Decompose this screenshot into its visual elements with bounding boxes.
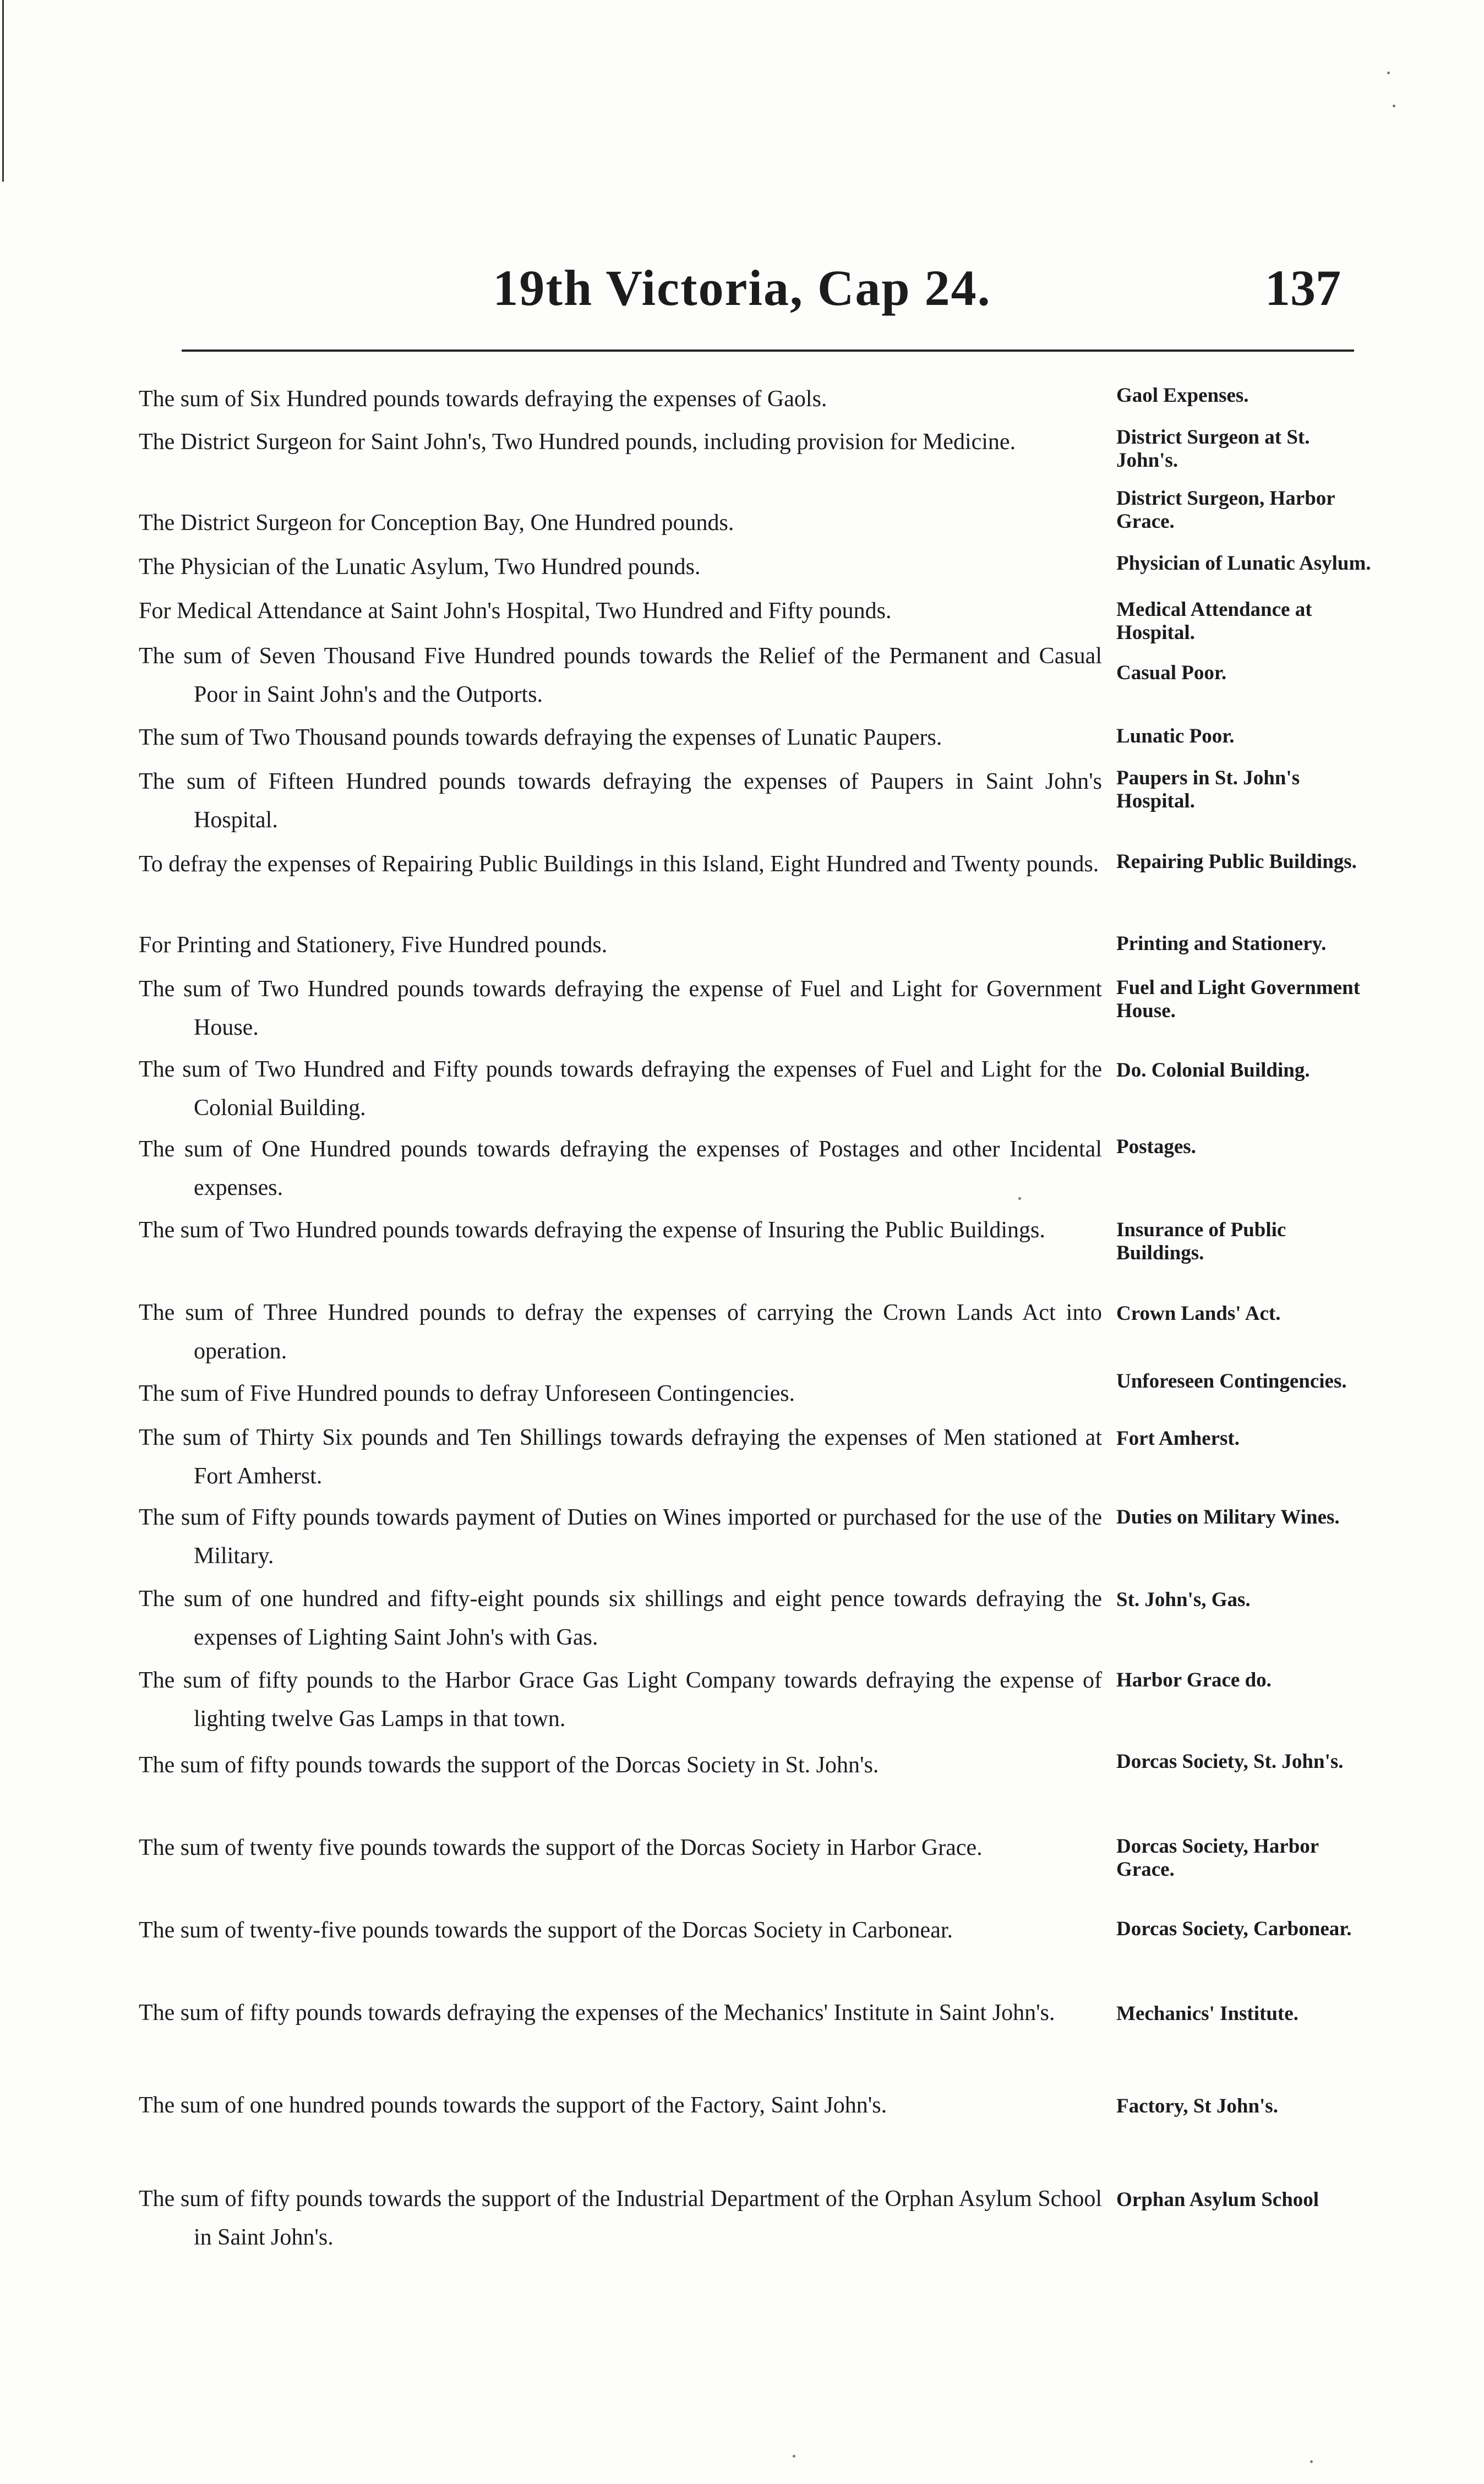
margin-note: Unforeseen Contingencies. [1116, 1370, 1347, 1393]
margin-note: Mechanics' Institute. [1116, 2002, 1298, 2025]
margin-note: Crown Lands' Act. [1116, 1302, 1281, 1325]
entry-text: The sum of Six Hundred pounds towards defraying the expenses of Gaols. [139, 386, 827, 412]
entry-text: The sum of Thirty Six pounds and Ten Shillings towards defraying the expenses of Men stationed at Fort Amherst. [139, 1425, 1102, 1489]
margin-note: Casual Poor. [1116, 662, 1227, 684]
entry-text: The sum of one hundred pounds towards the support of the Factory, Saint John's. [139, 2093, 887, 2118]
margin-note: Dorcas Society, Carbonear. [1116, 1918, 1352, 1940]
entry-text: The sum of Two Hundred and Fifty pounds towards defraying the expenses of Fuel and Light for the Colonial Building. [139, 1057, 1102, 1121]
margin-note: Physician of Lunatic Asylum. [1116, 552, 1371, 575]
entry-text: The sum of Fifteen Hundred pounds towards defraying the expenses of Paupers in Saint John's Hospital. [139, 769, 1102, 833]
margin-note: Dorcas Society, St. John's. [1116, 1750, 1344, 1773]
entry-text: The sum of Seven Thousand Five Hundred pounds towards the Relief of the Permanent and Casual Poor in Saint John's and the Outports. [139, 643, 1102, 707]
margin-note: Harbor Grace do. [1116, 1669, 1272, 1691]
page-number: 137 [1265, 260, 1341, 316]
entry-text: For Medical Attendance at Saint John's Hospital, Two Hundred and Fifty pounds. [139, 598, 892, 624]
paper-speck [1387, 72, 1390, 74]
entry-text: For Printing and Stationery, Five Hundred pounds. [139, 932, 608, 958]
margin-note: Medical Attendance at Hospital. [1116, 598, 1312, 644]
running-header-title: 19th Victoria, Cap 24. [493, 260, 991, 316]
margin-note: District Surgeon, Harbor Grace. [1116, 487, 1335, 533]
entry-text: The sum of twenty five pounds towards the support of the Dorcas Society in Harbor Grace. [139, 1835, 983, 1860]
entry-text: To defray the expenses of Repairing Public Buildings in this Island, Eight Hundred and Twenty pounds. [139, 851, 1099, 877]
margin-note: Printing and Stationery. [1116, 932, 1327, 955]
entry-text: The District Surgeon for Conception Bay, One Hundred pounds. [139, 510, 734, 536]
entry-text: The Physician of the Lunatic Asylum, Two Hundred pounds. [139, 554, 701, 580]
entry-text: The sum of fifty pounds towards defraying the expenses of the Mechanics' Institute in Saint John's. [139, 2000, 1055, 2026]
entry-text: The sum of Two Hundred pounds towards defraying the expense of Insuring the Public Buildings. [139, 1218, 1045, 1243]
margin-note: Orphan Asylum School [1116, 2188, 1319, 2211]
paper-speck [793, 2455, 795, 2458]
entry-text: The sum of fifty pounds towards the support of the Industrial Department of the Orphan Asylum School in Saint John's. [139, 2186, 1102, 2250]
margin-note: Fort Amherst. [1116, 1427, 1240, 1450]
entry-text: The sum of fifty pounds to the Harbor Grace Gas Light Company towards defraying the expense of lighting twelve Gas Lamps in that town. [139, 1668, 1102, 1732]
margin-note: Dorcas Society, Harbor Grace. [1116, 1835, 1319, 1881]
entry-text: The sum of Three Hundred pounds to defray the expenses of carrying the Crown Lands Act into operation. [139, 1300, 1102, 1364]
margin-note: Duties on Military Wines. [1116, 1506, 1340, 1528]
margin-note: St. John's, Gas. [1116, 1588, 1251, 1611]
margin-note: Lunatic Poor. [1116, 725, 1235, 747]
margin-note: Postages. [1116, 1135, 1196, 1158]
margin-note: Repairing Public Buildings. [1116, 850, 1357, 873]
margin-note: Do. Colonial Building. [1116, 1059, 1310, 1082]
margin-note: Gaol Expenses. [1116, 384, 1249, 407]
entry-text: The sum of Two Thousand pounds towards defraying the expenses of Lunatic Paupers. [139, 725, 942, 750]
entry-text: The sum of fifty pounds towards the support of the Dorcas Society in St. John's. [139, 1753, 879, 1778]
entry-text: The sum of Five Hundred pounds to defray Unforeseen Contingencies. [139, 1381, 795, 1406]
paper-speck [1018, 1197, 1021, 1200]
entry-text: The sum of Fifty pounds towards payment of Duties on Wines imported or purchased for the use of the Military. [139, 1505, 1102, 1569]
entry-text: The sum of twenty-five pounds towards the support of the Dorcas Society in Carbonear. [139, 1918, 953, 1943]
paper-speck [1310, 2460, 1313, 2463]
entry-text: The sum of One Hundred pounds towards defraying the expenses of Postages and other Incidental expenses. [139, 1137, 1102, 1200]
margin-note: Fuel and Light Government House. [1116, 976, 1360, 1022]
entry-text: The District Surgeon for Saint John's, Two Hundred pounds, including provision for Medicine. [139, 429, 1016, 455]
entry-text: The sum of Two Hundred pounds towards defraying the expense of Fuel and Light for Government House. [139, 976, 1102, 1040]
margin-note: District Surgeon at St. John's. [1116, 426, 1310, 472]
entry-text: The sum of one hundred and fifty-eight pounds six shillings and eight pence towards defraying the expenses of Lighting Saint John's with Gas. [139, 1586, 1102, 1650]
paper-speck [1393, 105, 1395, 107]
margin-note: Factory, St John's. [1116, 2095, 1278, 2117]
margin-note: Paupers in St. John's Hospital. [1116, 767, 1300, 812]
margin-note: Insurance of Public Buildings. [1116, 1219, 1286, 1264]
